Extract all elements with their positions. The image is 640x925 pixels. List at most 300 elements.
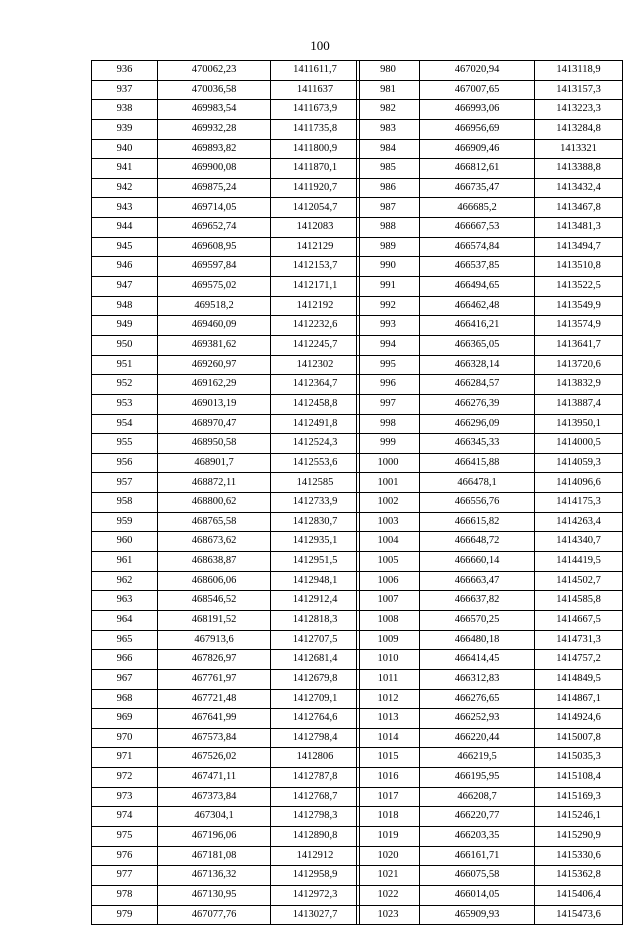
y-coordinate-cell: 1415035,3 [535, 748, 623, 768]
table-row [357, 277, 623, 297]
point-number-cell: 987 [357, 198, 420, 218]
table-row [92, 905, 360, 925]
point-number-cell: 957 [92, 473, 158, 493]
y-coordinate-cell: 1413720,6 [535, 355, 623, 375]
x-coordinate-cell: 467573,84 [158, 728, 271, 748]
y-coordinate-cell: 1411637 [271, 80, 360, 100]
x-coordinate-cell: 468638,87 [158, 552, 271, 572]
point-number-cell: 951 [92, 355, 158, 375]
x-coordinate-cell: 466637,82 [420, 591, 535, 611]
table-row [357, 532, 623, 552]
x-coordinate-cell: 467196,06 [158, 826, 271, 846]
table-row [357, 768, 623, 788]
y-coordinate-cell: 1412585 [271, 473, 360, 493]
table-row [357, 414, 623, 434]
point-number-cell: 943 [92, 198, 158, 218]
table-row [357, 394, 623, 414]
table-row [92, 335, 360, 355]
x-coordinate-cell: 469875,24 [158, 178, 271, 198]
y-coordinate-cell: 1413887,4 [535, 394, 623, 414]
table-row [357, 159, 623, 179]
point-number-cell: 971 [92, 748, 158, 768]
table-row [357, 787, 623, 807]
x-coordinate-cell: 466537,85 [420, 257, 535, 277]
x-coordinate-cell: 469983,54 [158, 100, 271, 120]
point-number-cell: 990 [357, 257, 420, 277]
point-number-cell: 945 [92, 237, 158, 257]
table-row [357, 630, 623, 650]
point-number-cell: 938 [92, 100, 158, 120]
page-number: 100 [310, 38, 330, 53]
point-number-cell: 1016 [357, 768, 420, 788]
x-coordinate-cell: 467526,02 [158, 748, 271, 768]
y-coordinate-cell: 1412364,7 [271, 375, 360, 395]
table-row [92, 885, 360, 905]
table-row [92, 414, 360, 434]
y-coordinate-cell: 1415290,9 [535, 826, 623, 846]
point-number-cell: 984 [357, 139, 420, 159]
point-number-cell: 947 [92, 277, 158, 297]
x-coordinate-cell: 466663,47 [420, 571, 535, 591]
table-row [92, 375, 360, 395]
point-number-cell: 980 [357, 61, 420, 81]
table-row [92, 178, 360, 198]
x-coordinate-cell: 466574,84 [420, 237, 535, 257]
table-row [357, 846, 623, 866]
x-coordinate-cell: 466570,25 [420, 610, 535, 630]
point-number-cell: 992 [357, 296, 420, 316]
point-number-cell: 1010 [357, 650, 420, 670]
y-coordinate-cell: 1411870,1 [271, 159, 360, 179]
x-coordinate-cell: 467641,99 [158, 709, 271, 729]
table-row [357, 61, 623, 81]
table-row [92, 119, 360, 139]
table-row [357, 709, 623, 729]
point-number-cell: 954 [92, 414, 158, 434]
y-coordinate-cell: 1414585,8 [535, 591, 623, 611]
y-coordinate-cell: 1415406,4 [535, 885, 623, 905]
x-coordinate-cell: 466462,48 [420, 296, 535, 316]
point-number-cell: 997 [357, 394, 420, 414]
x-coordinate-cell: 468546,52 [158, 591, 271, 611]
x-coordinate-cell: 466220,77 [420, 807, 535, 827]
point-number-cell: 986 [357, 178, 420, 198]
x-coordinate-cell: 466276,39 [420, 394, 535, 414]
point-number-cell: 1011 [357, 669, 420, 689]
point-number-cell: 974 [92, 807, 158, 827]
table-row [357, 316, 623, 336]
y-coordinate-cell: 1412153,7 [271, 257, 360, 277]
x-coordinate-cell: 466014,05 [420, 885, 535, 905]
point-number-cell: 1014 [357, 728, 420, 748]
point-number-cell: 1015 [357, 748, 420, 768]
table-row [92, 689, 360, 709]
table-row [92, 159, 360, 179]
table-row [92, 866, 360, 886]
x-coordinate-cell: 466685,2 [420, 198, 535, 218]
point-number-cell: 958 [92, 493, 158, 513]
x-coordinate-cell: 468606,06 [158, 571, 271, 591]
y-coordinate-cell: 1411800,9 [271, 139, 360, 159]
y-coordinate-cell: 1413118,9 [535, 61, 623, 81]
table-row [357, 905, 623, 925]
y-coordinate-cell: 1411735,8 [271, 119, 360, 139]
table-row [357, 100, 623, 120]
y-coordinate-cell: 1414175,3 [535, 493, 623, 513]
table-row [92, 296, 360, 316]
y-coordinate-cell: 1414924,6 [535, 709, 623, 729]
point-number-cell: 991 [357, 277, 420, 297]
x-coordinate-cell: 466993,06 [420, 100, 535, 120]
point-number-cell: 1008 [357, 610, 420, 630]
y-coordinate-cell: 1413481,3 [535, 218, 623, 238]
table-row [92, 610, 360, 630]
point-number-cell: 1009 [357, 630, 420, 650]
table-row [92, 257, 360, 277]
point-number-cell: 994 [357, 335, 420, 355]
x-coordinate-cell: 469518,2 [158, 296, 271, 316]
point-number-cell: 962 [92, 571, 158, 591]
point-number-cell: 965 [92, 630, 158, 650]
y-coordinate-cell: 1412302 [271, 355, 360, 375]
y-coordinate-cell: 1412524,3 [271, 434, 360, 454]
point-number-cell: 976 [92, 846, 158, 866]
x-coordinate-cell: 466660,14 [420, 552, 535, 572]
y-coordinate-cell: 1412948,1 [271, 571, 360, 591]
y-coordinate-cell: 1413549,9 [535, 296, 623, 316]
x-coordinate-cell: 466648,72 [420, 532, 535, 552]
point-number-cell: 1007 [357, 591, 420, 611]
table-row [92, 139, 360, 159]
x-coordinate-cell: 467721,48 [158, 689, 271, 709]
point-number-cell: 941 [92, 159, 158, 179]
table-row [357, 296, 623, 316]
point-number-cell: 1005 [357, 552, 420, 572]
y-coordinate-cell: 1412192 [271, 296, 360, 316]
point-number-cell: 972 [92, 768, 158, 788]
point-number-cell: 969 [92, 709, 158, 729]
point-number-cell: 1013 [357, 709, 420, 729]
table-row [357, 237, 623, 257]
y-coordinate-cell: 1414731,3 [535, 630, 623, 650]
table-row [92, 591, 360, 611]
table-row [357, 826, 623, 846]
point-number-cell: 1012 [357, 689, 420, 709]
x-coordinate-cell: 467913,6 [158, 630, 271, 650]
x-coordinate-cell: 466161,71 [420, 846, 535, 866]
x-coordinate-cell: 467130,95 [158, 885, 271, 905]
table-row [357, 650, 623, 670]
y-coordinate-cell: 1413950,1 [535, 414, 623, 434]
y-coordinate-cell: 1412679,8 [271, 669, 360, 689]
y-coordinate-cell: 1411673,9 [271, 100, 360, 120]
y-coordinate-cell: 1414867,1 [535, 689, 623, 709]
table-row [92, 826, 360, 846]
y-coordinate-cell: 1412171,1 [271, 277, 360, 297]
x-coordinate-cell: 466208,7 [420, 787, 535, 807]
point-number-cell: 970 [92, 728, 158, 748]
y-coordinate-cell: 1412768,7 [271, 787, 360, 807]
x-coordinate-cell: 466415,88 [420, 453, 535, 473]
y-coordinate-cell: 1413321 [535, 139, 623, 159]
x-coordinate-cell: 466667,53 [420, 218, 535, 238]
table-row [357, 866, 623, 886]
point-number-cell: 952 [92, 375, 158, 395]
y-coordinate-cell: 1412935,1 [271, 532, 360, 552]
x-coordinate-cell: 466203,35 [420, 826, 535, 846]
y-coordinate-cell: 1412806 [271, 748, 360, 768]
y-coordinate-cell: 1413522,5 [535, 277, 623, 297]
point-number-cell: 1000 [357, 453, 420, 473]
x-coordinate-cell: 466735,47 [420, 178, 535, 198]
y-coordinate-cell: 1412709,1 [271, 689, 360, 709]
y-coordinate-cell: 1413832,9 [535, 375, 623, 395]
x-coordinate-cell: 468872,11 [158, 473, 271, 493]
table-row [357, 728, 623, 748]
x-coordinate-cell: 469652,74 [158, 218, 271, 238]
table-row [92, 807, 360, 827]
point-number-cell: 950 [92, 335, 158, 355]
x-coordinate-cell: 469575,02 [158, 277, 271, 297]
y-coordinate-cell: 1414059,3 [535, 453, 623, 473]
x-coordinate-cell: 466075,58 [420, 866, 535, 886]
point-number-cell: 944 [92, 218, 158, 238]
x-coordinate-cell: 469162,29 [158, 375, 271, 395]
point-number-cell: 995 [357, 355, 420, 375]
point-number-cell: 936 [92, 61, 158, 81]
x-coordinate-cell: 470062,23 [158, 61, 271, 81]
x-coordinate-cell: 466494,65 [420, 277, 535, 297]
x-coordinate-cell: 466252,93 [420, 709, 535, 729]
y-coordinate-cell: 1412787,8 [271, 768, 360, 788]
point-number-cell: 985 [357, 159, 420, 179]
table-row [92, 61, 360, 81]
table-row [357, 434, 623, 454]
point-number-cell: 996 [357, 375, 420, 395]
table-row [92, 709, 360, 729]
table-row [357, 119, 623, 139]
x-coordinate-cell: 467020,94 [420, 61, 535, 81]
x-coordinate-cell: 466345,33 [420, 434, 535, 454]
y-coordinate-cell: 1412798,3 [271, 807, 360, 827]
table-row [92, 453, 360, 473]
table-row [92, 630, 360, 650]
y-coordinate-cell: 1415246,1 [535, 807, 623, 827]
x-coordinate-cell: 467007,65 [420, 80, 535, 100]
x-coordinate-cell: 468800,62 [158, 493, 271, 513]
y-coordinate-cell: 1412129 [271, 237, 360, 257]
table-row [92, 277, 360, 297]
x-coordinate-cell: 466328,14 [420, 355, 535, 375]
y-coordinate-cell: 1414849,5 [535, 669, 623, 689]
x-coordinate-cell: 467077,76 [158, 905, 271, 925]
x-coordinate-cell: 467136,32 [158, 866, 271, 886]
table-row [92, 552, 360, 572]
y-coordinate-cell: 1412818,3 [271, 610, 360, 630]
x-coordinate-cell: 468970,47 [158, 414, 271, 434]
y-coordinate-cell: 1413027,7 [271, 905, 360, 925]
table-row [92, 650, 360, 670]
y-coordinate-cell: 1412707,5 [271, 630, 360, 650]
table-row [92, 316, 360, 336]
table-row [357, 355, 623, 375]
table-row [92, 532, 360, 552]
table-row [92, 512, 360, 532]
point-number-cell: 999 [357, 434, 420, 454]
point-number-cell: 973 [92, 787, 158, 807]
table-row [357, 748, 623, 768]
x-coordinate-cell: 466219,5 [420, 748, 535, 768]
table-row [357, 375, 623, 395]
x-coordinate-cell: 466480,18 [420, 630, 535, 650]
point-number-cell: 966 [92, 650, 158, 670]
table-row [92, 493, 360, 513]
table-row [357, 610, 623, 630]
table-row [357, 198, 623, 218]
point-number-cell: 946 [92, 257, 158, 277]
x-coordinate-cell: 466812,61 [420, 159, 535, 179]
y-coordinate-cell: 1414667,5 [535, 610, 623, 630]
table-row [357, 139, 623, 159]
x-coordinate-cell: 468765,58 [158, 512, 271, 532]
table-row [92, 473, 360, 493]
x-coordinate-cell: 469460,09 [158, 316, 271, 336]
y-coordinate-cell: 1414757,2 [535, 650, 623, 670]
y-coordinate-cell: 1413574,9 [535, 316, 623, 336]
y-coordinate-cell: 1412958,9 [271, 866, 360, 886]
point-number-cell: 955 [92, 434, 158, 454]
x-coordinate-cell: 466276,65 [420, 689, 535, 709]
x-coordinate-cell: 468191,52 [158, 610, 271, 630]
table-row [92, 728, 360, 748]
table-row [92, 237, 360, 257]
table-row [357, 669, 623, 689]
table-row [92, 787, 360, 807]
y-coordinate-cell: 1414502,7 [535, 571, 623, 591]
x-coordinate-cell: 469381,62 [158, 335, 271, 355]
x-coordinate-cell: 469900,08 [158, 159, 271, 179]
x-coordinate-cell: 467373,84 [158, 787, 271, 807]
point-number-cell: 981 [357, 80, 420, 100]
x-coordinate-cell: 466220,44 [420, 728, 535, 748]
point-number-cell: 968 [92, 689, 158, 709]
table-row [357, 807, 623, 827]
point-number-cell: 964 [92, 610, 158, 630]
x-coordinate-cell: 469013,19 [158, 394, 271, 414]
x-coordinate-cell: 466478,1 [420, 473, 535, 493]
table-row [357, 80, 623, 100]
point-number-cell: 977 [92, 866, 158, 886]
y-coordinate-cell: 1413388,8 [535, 159, 623, 179]
y-coordinate-cell: 1412830,7 [271, 512, 360, 532]
table-row [357, 591, 623, 611]
point-number-cell: 1023 [357, 905, 420, 925]
x-coordinate-cell: 469714,05 [158, 198, 271, 218]
x-coordinate-cell: 467181,08 [158, 846, 271, 866]
point-number-cell: 982 [357, 100, 420, 120]
y-coordinate-cell: 1415169,3 [535, 787, 623, 807]
point-number-cell: 1003 [357, 512, 420, 532]
y-coordinate-cell: 1415108,4 [535, 768, 623, 788]
y-coordinate-cell: 1414000,5 [535, 434, 623, 454]
table-row [92, 846, 360, 866]
table-row [92, 394, 360, 414]
x-coordinate-cell: 469608,95 [158, 237, 271, 257]
point-number-cell: 959 [92, 512, 158, 532]
point-number-cell: 1022 [357, 885, 420, 905]
y-coordinate-cell: 1415330,6 [535, 846, 623, 866]
y-coordinate-cell: 1412951,5 [271, 552, 360, 572]
y-coordinate-cell: 1414340,7 [535, 532, 623, 552]
y-coordinate-cell: 1412458,8 [271, 394, 360, 414]
point-number-cell: 983 [357, 119, 420, 139]
point-number-cell: 1019 [357, 826, 420, 846]
point-number-cell: 953 [92, 394, 158, 414]
y-coordinate-cell: 1412553,6 [271, 453, 360, 473]
y-coordinate-cell: 1415362,8 [535, 866, 623, 886]
table-row [357, 689, 623, 709]
table-row [357, 257, 623, 277]
x-coordinate-cell: 466909,46 [420, 139, 535, 159]
y-coordinate-cell: 1413494,7 [535, 237, 623, 257]
table-row [357, 178, 623, 198]
y-coordinate-cell: 1412083 [271, 218, 360, 238]
y-coordinate-cell: 1411920,7 [271, 178, 360, 198]
y-coordinate-cell: 1413284,8 [535, 119, 623, 139]
point-number-cell: 989 [357, 237, 420, 257]
x-coordinate-cell: 469893,82 [158, 139, 271, 159]
x-coordinate-cell: 465909,93 [420, 905, 535, 925]
x-coordinate-cell: 467761,97 [158, 669, 271, 689]
point-number-cell: 979 [92, 905, 158, 925]
y-coordinate-cell: 1412912 [271, 846, 360, 866]
point-number-cell: 940 [92, 139, 158, 159]
x-coordinate-cell: 468901,7 [158, 453, 271, 473]
y-coordinate-cell: 1413510,8 [535, 257, 623, 277]
y-coordinate-cell: 1413467,8 [535, 198, 623, 218]
table-row [92, 748, 360, 768]
point-number-cell: 1021 [357, 866, 420, 886]
point-number-cell: 961 [92, 552, 158, 572]
point-number-cell: 948 [92, 296, 158, 316]
y-coordinate-cell: 1412054,7 [271, 198, 360, 218]
point-number-cell: 993 [357, 316, 420, 336]
y-coordinate-cell: 1415473,6 [535, 905, 623, 925]
x-coordinate-cell: 466365,05 [420, 335, 535, 355]
table-row [357, 335, 623, 355]
x-coordinate-cell: 469597,84 [158, 257, 271, 277]
point-number-cell: 949 [92, 316, 158, 336]
x-coordinate-cell: 466195,95 [420, 768, 535, 788]
point-number-cell: 1002 [357, 493, 420, 513]
x-coordinate-cell: 466284,57 [420, 375, 535, 395]
x-coordinate-cell: 468950,58 [158, 434, 271, 454]
table-row [357, 552, 623, 572]
table-row [357, 493, 623, 513]
point-number-cell: 998 [357, 414, 420, 434]
y-coordinate-cell: 1412912,4 [271, 591, 360, 611]
x-coordinate-cell: 466556,76 [420, 493, 535, 513]
point-number-cell: 1017 [357, 787, 420, 807]
point-number-cell: 978 [92, 885, 158, 905]
table-row [92, 768, 360, 788]
x-coordinate-cell: 466416,21 [420, 316, 535, 336]
table-row [92, 669, 360, 689]
table-row [357, 473, 623, 493]
point-number-cell: 988 [357, 218, 420, 238]
x-coordinate-cell: 467471,11 [158, 768, 271, 788]
table-row [357, 453, 623, 473]
